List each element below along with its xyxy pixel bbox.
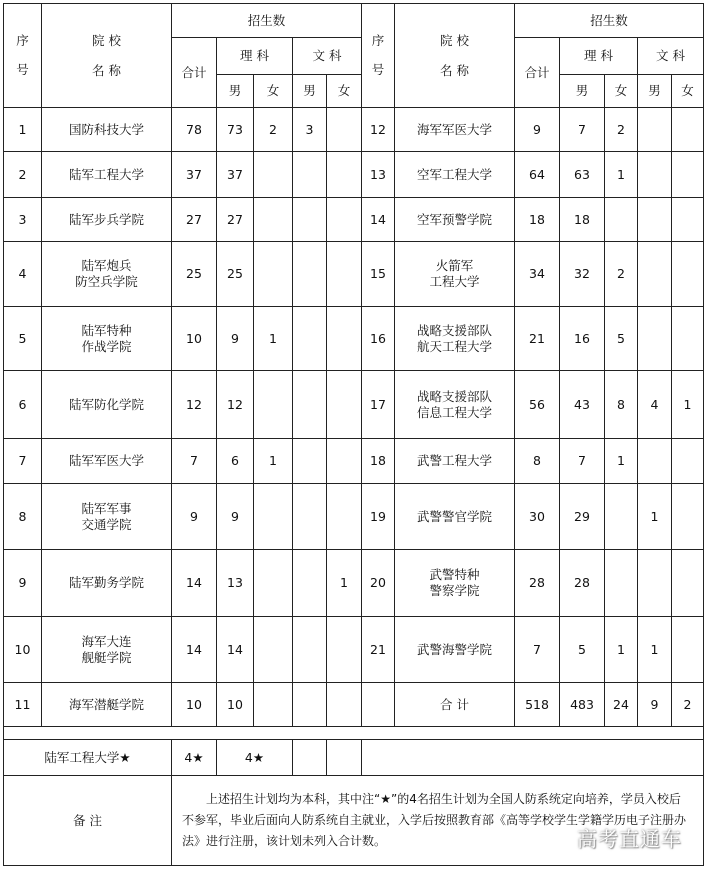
school-name-cell	[395, 371, 515, 439]
school-name-cell	[42, 439, 172, 484]
arts-female-cell	[672, 198, 704, 242]
school-name-line: 合 计	[440, 696, 469, 712]
school-name-line: 战略支援部队	[416, 388, 492, 404]
total-header: 合计	[172, 38, 217, 108]
arts-female-cell	[672, 484, 704, 550]
science-male-cell: 16	[560, 307, 605, 371]
total-header: 合计	[515, 38, 560, 108]
arts-female-cell: 2	[672, 683, 704, 727]
table-row	[4, 307, 704, 371]
arts-female-cell	[672, 307, 704, 371]
total-cell: 21	[515, 307, 560, 371]
arts-male-cell	[638, 242, 672, 307]
science-female-cell	[254, 371, 293, 439]
total-cell: 28	[515, 550, 560, 617]
science-female-cell	[254, 484, 293, 550]
arts-female-cell	[327, 617, 362, 683]
total-cell: 10	[172, 683, 217, 727]
school-name-cell	[395, 550, 515, 617]
school-name-cell	[42, 198, 172, 242]
school-name-line: 武警海警学院	[416, 641, 492, 657]
school-name-cell	[42, 484, 172, 550]
science-male-cell: 9	[217, 307, 254, 371]
school-name-cell	[42, 307, 172, 371]
school-name-line: 警察学院	[429, 583, 480, 598]
arts-male-cell	[293, 550, 327, 617]
school-name-cell	[42, 371, 172, 439]
total-cell: 9	[515, 108, 560, 152]
arts-male-cell: 9	[638, 683, 672, 727]
science-female-cell: 24	[605, 683, 638, 727]
arts-female-cell	[327, 371, 362, 439]
seq-cell: 7	[4, 439, 42, 484]
seq-cell: 16	[362, 307, 395, 371]
school-name-cell	[42, 617, 172, 683]
seq-cell: 19	[362, 484, 395, 550]
science-male-cell: 25	[217, 242, 254, 307]
table-row	[4, 242, 704, 307]
arts-male-cell: 1	[638, 484, 672, 550]
arts-male-cell	[293, 617, 327, 683]
school-name-line: 海军军医大学	[416, 121, 492, 137]
school-name-line: 火箭军	[435, 258, 474, 274]
school-name-line: 陆军步兵学院	[68, 211, 144, 227]
empty-cell	[362, 740, 704, 776]
remarks-text	[172, 776, 704, 866]
science-male-cell: 483	[560, 683, 605, 727]
school-name-line: 陆军炮兵	[81, 258, 132, 274]
seq-cell: 8	[4, 484, 42, 550]
total-cell: 12	[172, 371, 217, 439]
seq-cell: 11	[4, 683, 42, 727]
school-name-line: 信息工程大学	[416, 404, 492, 420]
arts-female-cell	[327, 108, 362, 152]
school-name-cell	[395, 152, 515, 198]
seq-cell: 10	[4, 617, 42, 683]
science-header: 理 科	[560, 38, 638, 75]
seq-cell: 1	[4, 108, 42, 152]
arts-header: 文 科	[638, 38, 704, 75]
school-name-cell	[395, 617, 515, 683]
science-female-cell	[254, 617, 293, 683]
school-name-cell	[395, 198, 515, 242]
science-male-cell: 29	[560, 484, 605, 550]
arts-male-cell	[638, 550, 672, 617]
arts-male-cell	[638, 108, 672, 152]
science-female-cell: 1	[605, 152, 638, 198]
science-female-cell: 1	[254, 439, 293, 484]
school-name-cell	[395, 108, 515, 152]
school-name-line: 陆军工程大学	[68, 166, 144, 182]
science-female-cell	[254, 152, 293, 198]
female-header: 女	[605, 75, 638, 108]
arts-male-cell	[638, 152, 672, 198]
empty-cell	[293, 740, 327, 776]
seq-cell: 15	[362, 242, 395, 307]
arts-male-cell	[293, 683, 327, 727]
science-female-cell: 8	[605, 371, 638, 439]
school-name-line: 海军大连	[81, 633, 132, 649]
school-name-line: 海军潜艇学院	[68, 696, 144, 712]
arts-female-cell	[327, 307, 362, 371]
female-header: 女	[254, 75, 293, 108]
table-row	[4, 617, 704, 683]
school-name-line: 舰艇学院	[81, 649, 132, 665]
school-name-cell	[42, 108, 172, 152]
science-male-cell: 27	[217, 198, 254, 242]
school-name-line: 武警工程大学	[416, 453, 492, 469]
science-female-cell	[254, 550, 293, 617]
total-cell: 37	[172, 152, 217, 198]
seq-cell: 12	[362, 108, 395, 152]
enroll-header: 招生数	[515, 4, 704, 38]
total-cell: 56	[515, 371, 560, 439]
arts-male-cell	[638, 439, 672, 484]
total-cell: 9	[172, 484, 217, 550]
school-name-line: 陆军军事	[81, 500, 132, 516]
school-name-line: 空军预警学院	[416, 211, 492, 227]
school-name-cell	[42, 550, 172, 617]
school-name-line: 防空兵学院	[75, 274, 138, 289]
arts-female-cell	[672, 108, 704, 152]
male-header: 男	[217, 75, 254, 108]
school-name-cell	[42, 242, 172, 307]
school-header: 院 校 名 称	[42, 4, 172, 108]
science-male-cell: 9	[217, 484, 254, 550]
arts-female-cell	[672, 439, 704, 484]
spacer-cell	[4, 727, 704, 740]
arts-male-cell	[638, 307, 672, 371]
science-male-cell: 18	[560, 198, 605, 242]
science-male-cell: 37	[217, 152, 254, 198]
seq-cell: 17	[362, 371, 395, 439]
arts-female-cell: 1	[672, 371, 704, 439]
school-name-line: 陆军防化学院	[68, 396, 144, 412]
school-name-line: 陆军特种	[81, 322, 132, 338]
seq-cell: 6	[4, 371, 42, 439]
arts-male-cell: 4	[638, 371, 672, 439]
science-male-cell: 32	[560, 242, 605, 307]
special-school-name: 陆军工程大学★	[4, 740, 172, 776]
school-name-line: 陆军勤务学院	[68, 575, 144, 591]
table-body	[4, 4, 704, 866]
arts-female-cell	[672, 550, 704, 617]
total-cell: 8	[515, 439, 560, 484]
total-cell: 10	[172, 307, 217, 371]
school-name-cell	[395, 484, 515, 550]
total-cell: 34	[515, 242, 560, 307]
arts-female-cell	[327, 683, 362, 727]
arts-female-cell	[327, 152, 362, 198]
arts-female-cell	[672, 152, 704, 198]
science-female-cell	[254, 198, 293, 242]
total-cell: 18	[515, 198, 560, 242]
school-name-line: 武警警官学院	[416, 508, 492, 524]
arts-female-cell	[327, 198, 362, 242]
science-male-cell: 73	[217, 108, 254, 152]
school-name-line: 陆军军医大学	[68, 453, 144, 469]
seq-cell: 18	[362, 439, 395, 484]
total-cell: 25	[172, 242, 217, 307]
table-row	[4, 198, 704, 242]
school-name-line: 战略支援部队	[416, 322, 492, 338]
male-header: 男	[560, 75, 605, 108]
enroll-header: 招生数	[172, 4, 362, 38]
total-cell: 64	[515, 152, 560, 198]
arts-female-cell	[672, 242, 704, 307]
seq-cell: 5	[4, 307, 42, 371]
seq-header: 序 号	[362, 4, 395, 108]
science-female-cell	[254, 242, 293, 307]
school-name-line: 空军工程大学	[416, 166, 492, 182]
watermark: 高考直通车	[577, 827, 682, 851]
total-cell: 518	[515, 683, 560, 727]
male-header: 男	[638, 75, 672, 108]
science-male-cell: 13	[217, 550, 254, 617]
science-female-cell	[605, 550, 638, 617]
arts-female-cell	[327, 484, 362, 550]
school-name-line: 国防科技大学	[68, 121, 144, 137]
arts-male-cell	[293, 307, 327, 371]
seq-cell: 21	[362, 617, 395, 683]
seq-cell: 9	[4, 550, 42, 617]
science-male-cell: 28	[560, 550, 605, 617]
remarks-row	[4, 776, 704, 866]
remarks-label: 备 注	[4, 776, 172, 866]
enrollment-table	[3, 3, 704, 866]
arts-female-cell: 1	[327, 550, 362, 617]
science-male-cell: 43	[560, 371, 605, 439]
total-cell: 14	[172, 617, 217, 683]
arts-male-cell	[293, 439, 327, 484]
special-row	[4, 740, 704, 776]
seq-header: 序 号	[4, 4, 42, 108]
science-female-cell: 5	[605, 307, 638, 371]
school-name-line: 航天工程大学	[416, 338, 492, 354]
seq-cell: 14	[362, 198, 395, 242]
arts-male-cell	[293, 198, 327, 242]
science-female-cell: 2	[605, 108, 638, 152]
arts-male-cell: 3	[293, 108, 327, 152]
science-female-cell	[605, 484, 638, 550]
arts-male-cell	[293, 242, 327, 307]
total-cell: 27	[172, 198, 217, 242]
science-male-cell: 6	[217, 439, 254, 484]
header-row	[4, 4, 704, 38]
school-name-cell	[395, 683, 515, 727]
science-female-cell: 1	[605, 439, 638, 484]
table-row	[4, 371, 704, 439]
arts-male-cell	[293, 484, 327, 550]
science-female-cell	[605, 198, 638, 242]
seq-cell: 20	[362, 550, 395, 617]
total-cell: 30	[515, 484, 560, 550]
school-name-cell	[395, 307, 515, 371]
arts-male-cell	[293, 152, 327, 198]
special-total-cell: 4★	[172, 740, 217, 776]
seq-cell: 3	[4, 198, 42, 242]
seq-cell: 4	[4, 242, 42, 307]
arts-male-cell	[293, 371, 327, 439]
science-header: 理 科	[217, 38, 293, 75]
arts-female-cell	[327, 439, 362, 484]
table-row	[4, 683, 704, 727]
school-name-cell	[42, 683, 172, 727]
school-name-line: 工程大学	[429, 274, 480, 289]
science-female-cell	[254, 683, 293, 727]
arts-female-cell	[327, 242, 362, 307]
science-male-cell: 10	[217, 683, 254, 727]
remarks-paragraph: 上述招生计划均为本科，其中注“★”的4名招生计划为全国人防系统定向培养，学员入校后不参军，毕业后面向人防系统自主就业，入学后按照教育部《高等学校学生学籍学历电子注册办法》进行注册，该计划未列入合计数。	[182, 792, 687, 848]
total-cell: 78	[172, 108, 217, 152]
science-male-cell: 14	[217, 617, 254, 683]
school-name-cell	[395, 242, 515, 307]
table-row	[4, 108, 704, 152]
arts-female-cell	[672, 617, 704, 683]
empty-cell	[327, 740, 362, 776]
seq-cell: 2	[4, 152, 42, 198]
science-female-cell: 2	[254, 108, 293, 152]
science-male-cell: 7	[560, 439, 605, 484]
science-male-cell: 5	[560, 617, 605, 683]
school-name-line: 武警特种	[429, 567, 480, 583]
school-name-line: 作战学院	[81, 338, 132, 354]
science-male-cell: 7	[560, 108, 605, 152]
female-header: 女	[327, 75, 362, 108]
total-cell: 14	[172, 550, 217, 617]
male-header: 男	[293, 75, 327, 108]
school-name-line: 交通学院	[81, 516, 132, 532]
seq-cell: 13	[362, 152, 395, 198]
arts-header: 文 科	[293, 38, 362, 75]
science-female-cell: 1	[254, 307, 293, 371]
school-header: 院 校 名 称	[395, 4, 515, 108]
science-female-cell: 1	[605, 617, 638, 683]
special-science-cell: 4★	[217, 740, 293, 776]
science-male-cell: 63	[560, 152, 605, 198]
seq-cell	[362, 683, 395, 727]
table-row	[4, 152, 704, 198]
science-male-cell: 12	[217, 371, 254, 439]
table-row	[4, 550, 704, 617]
spacer-row	[4, 727, 704, 740]
table-row	[4, 484, 704, 550]
total-cell: 7	[515, 617, 560, 683]
school-name-cell	[42, 152, 172, 198]
science-female-cell: 2	[605, 242, 638, 307]
arts-male-cell: 1	[638, 617, 672, 683]
female-header: 女	[672, 75, 704, 108]
arts-male-cell	[638, 198, 672, 242]
school-name-cell	[395, 439, 515, 484]
table-row	[4, 439, 704, 484]
total-cell: 7	[172, 439, 217, 484]
